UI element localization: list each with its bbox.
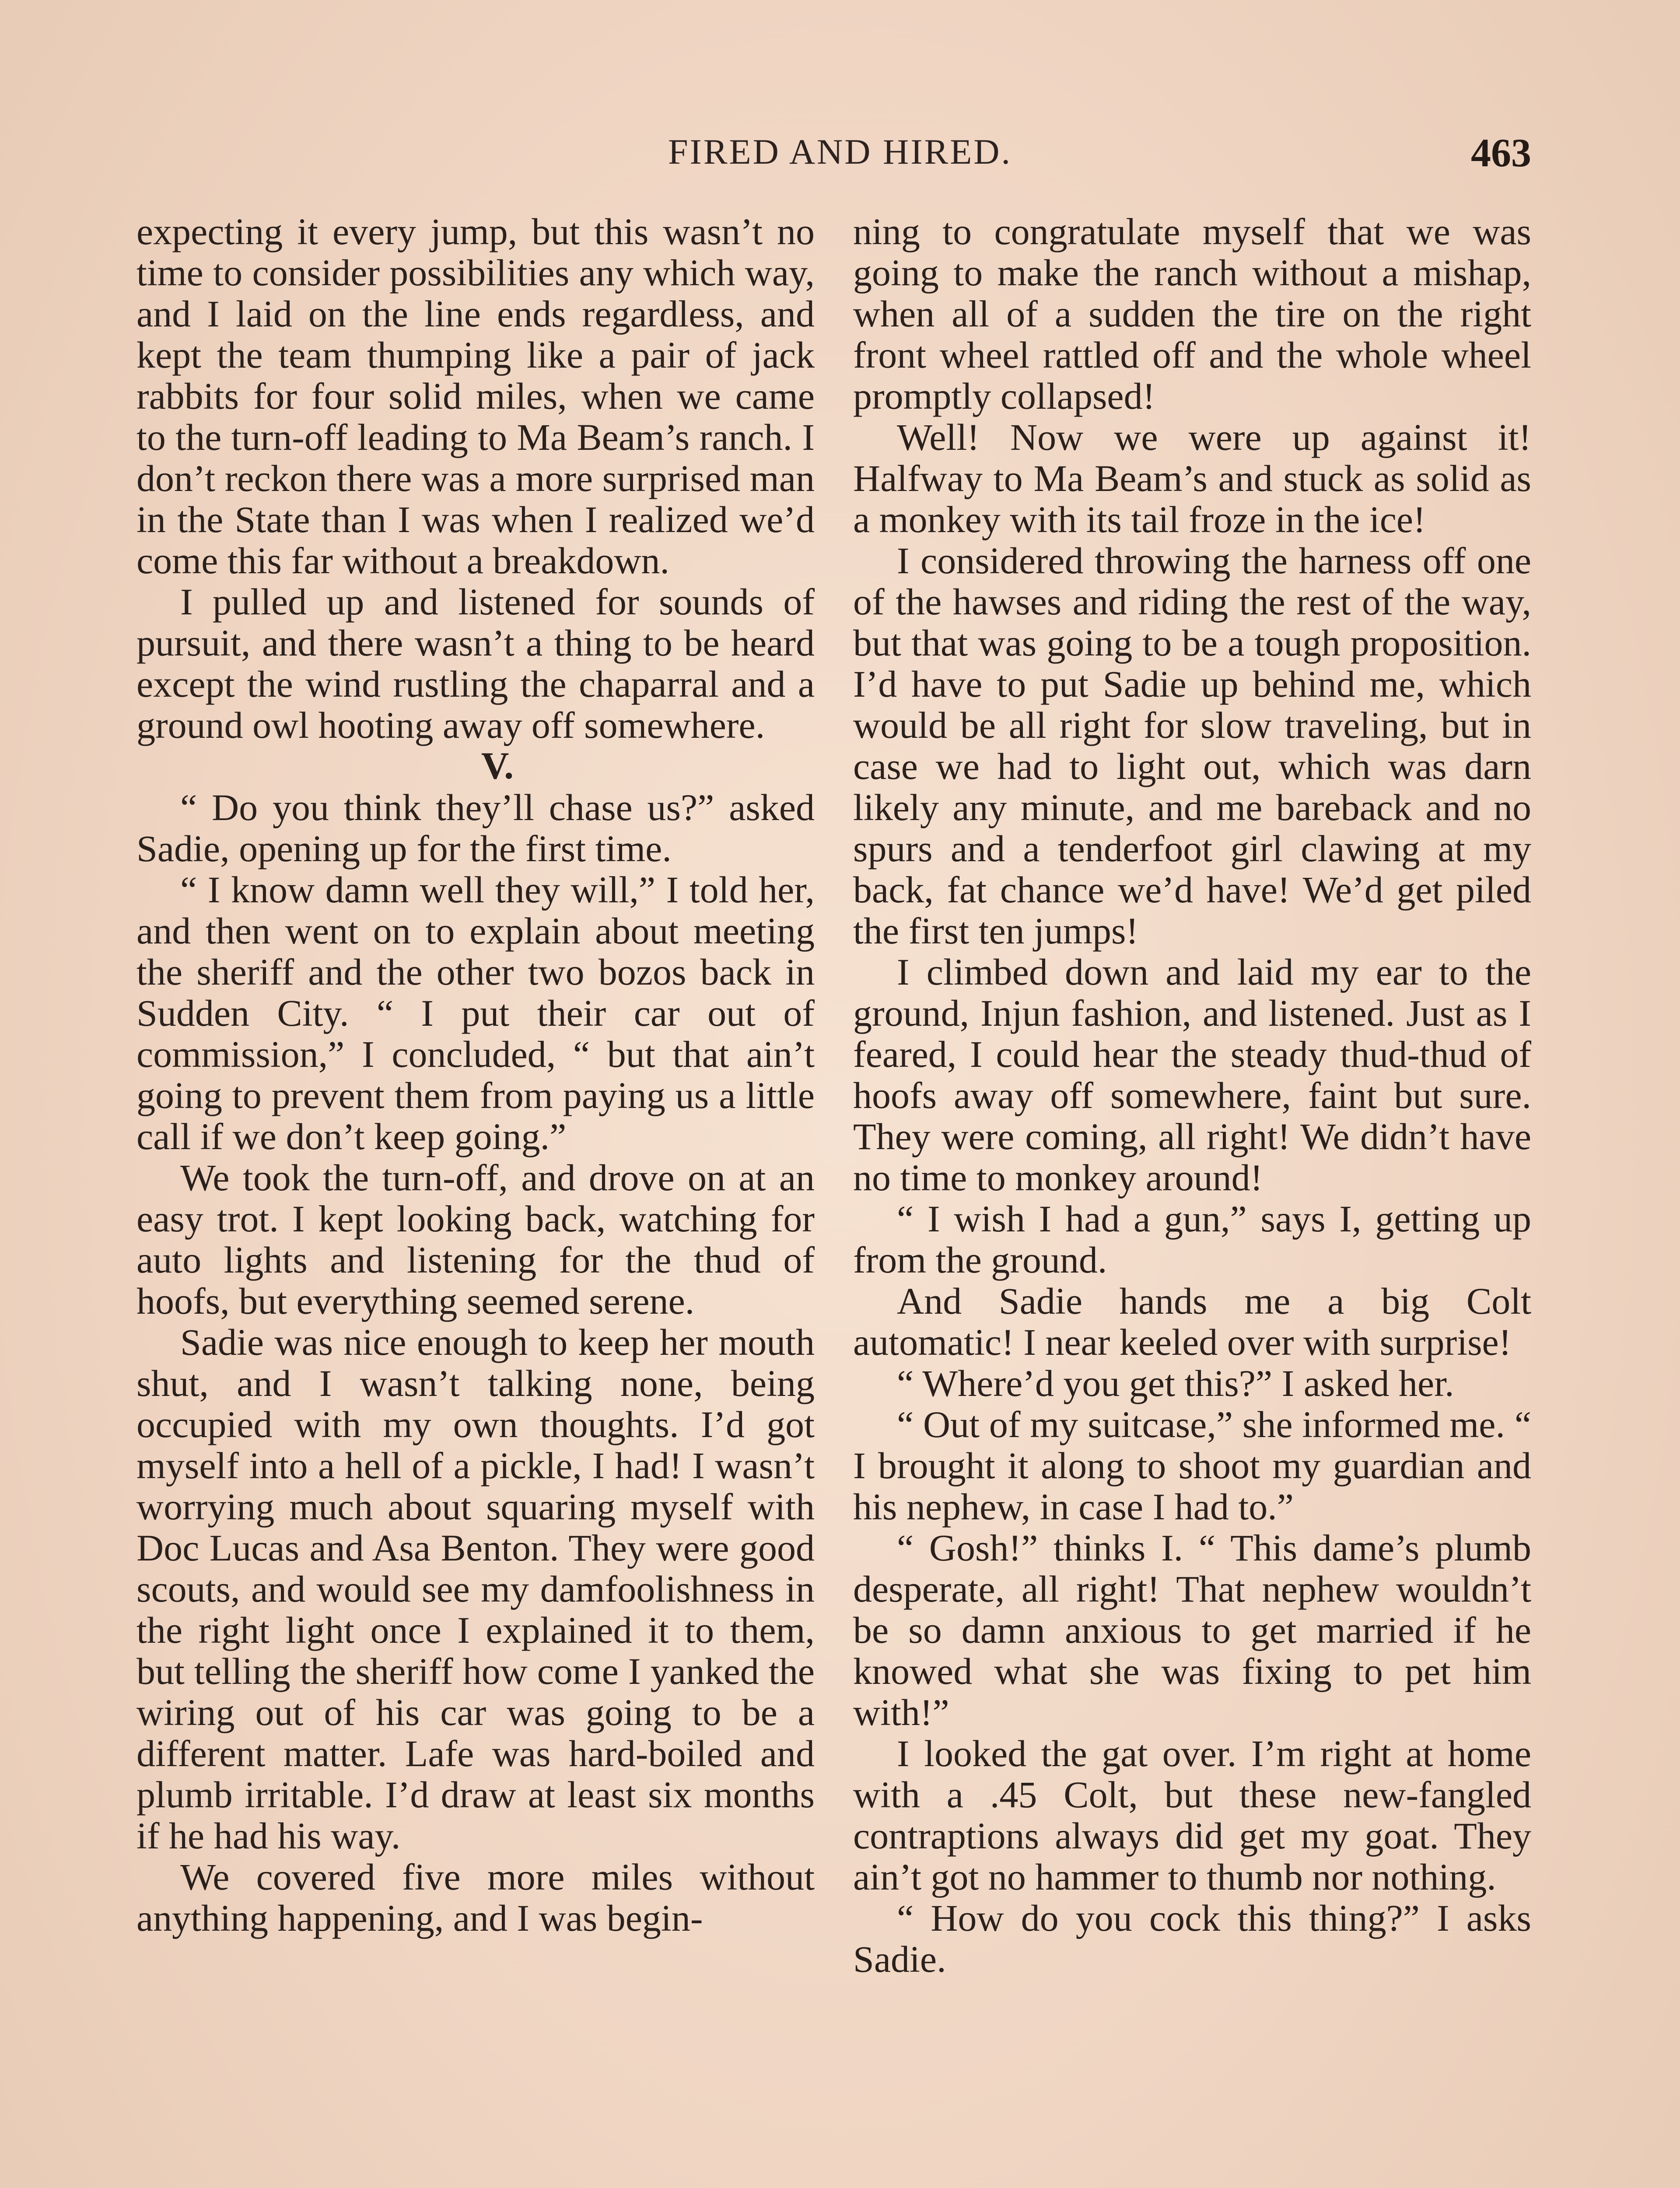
- paragraph: Sadie was nice enough to keep her mouth shut, and I wasn’t talking none, being occupied with my own thoughts. I’d got myself into a hell of a pickle, I had! I wasn’t worrying much about squaring myself with Doc Lucas and Asa Benton. They were good scouts, and would see my damfoolishness in the right light once I explained it to them, but telling the sheriff how come I yanked the wiring out of his car was going to be a different matter. Lafe was hard-boiled and plumb irritable. I’d draw at least six months if he had his way.: [136, 1321, 815, 1857]
- paragraph: “ How do you cock this thing?” I asks Sadie.: [853, 1897, 1531, 1980]
- paragraph: ning to congratulate myself that we was going to make the ranch without a mishap, when all of a sudden the tire on the right front wheel rattled off and the whole wheel promptly collapsed!: [853, 210, 1531, 417]
- paragraph: We took the turn-off, and drove on at an easy trot. I kept looking back, watching for auto lights and listening for the thud of hoofs, but everything seemed serene.: [136, 1157, 815, 1322]
- paragraph: I climbed down and laid my ear to the ground, Injun fashion, and listened. Just as I feared, I could hear the steady thud-thud of hoofs away off somewhere, faint but sure. They were coming, all right! We didn’t have no time to monkey around!: [853, 951, 1531, 1199]
- section-heading: V.: [481, 745, 514, 787]
- paragraph: I looked the gat over. I’m right at home with a .45 Colt, but these new-fangled contraptions always did get my goat. They ain’t got no hammer to thumb nor nothing.: [853, 1732, 1531, 1898]
- paragraph: We covered five more miles without anything happening, and I was begin-: [136, 1856, 815, 1939]
- paragraph: “ Gosh!” thinks I. “ This dame’s plumb desperate, all right! That nephew wouldn’t be so damn anxious to get married if he knowed what she was fixing to pet him with!”: [853, 1527, 1531, 1733]
- paragraph: expecting it every jump, but this wasn’t no time to consider possibilities any which way, and I laid on the line ends regardless, and kept the team thumping like a pair of jack rabbits for four solid miles, when we came to the turn-off leading to Ma Beam’s ranch. I don’t reckon there was a more surprised man in the State than I was when I realized we’d come this far without a breakdown.: [136, 210, 815, 582]
- paragraph: I pulled up and listened for sounds of pursuit, and there wasn’t a thing to be heard except the wind rustling the chaparral and a ground owl hooting away off somewhere.: [136, 581, 815, 746]
- paragraph: “ I know damn well they will,” I told her, and then went on to explain about meeting the sheriff and the other two bozos back in Sudden City. “ I put their car out of commission,” I concluded, “ but that ain’t going to prevent them from paying us a little call if we don’t keep going.”: [136, 869, 815, 1157]
- running-title: FIRED AND HIRED.: [668, 132, 1012, 172]
- paragraph: “ Do you think they’ll chase us?” asked Sadie, opening up for the first time.: [136, 786, 815, 870]
- page-number: 463: [1471, 130, 1531, 175]
- paragraph: “ Out of my suitcase,” she informed me. “ I brought it along to shoot my guardian and his nephew, in case I had to.”: [853, 1403, 1531, 1528]
- paragraph: And Sadie hands me a big Colt automatic! I near keeled over with surprise!: [853, 1280, 1531, 1363]
- paragraph: “ I wish I had a gun,” says I, getting up from the ground.: [853, 1198, 1531, 1281]
- paragraph: Well! Now we were up against it! Halfway to Ma Beam’s and stuck as solid as a monkey with its tail froze in the ice!: [853, 416, 1531, 540]
- left-column: [136, 211, 815, 1939]
- paragraph: “ Where’d you get this?” I asked her.: [897, 1362, 1454, 1404]
- right-column: [853, 211, 1531, 1980]
- paragraph: I considered throwing the harness off one of the hawses and riding the rest of the way, but that was going to be a tough proposition. I’d have to put Sadie up behind me, which would be all right for slow traveling, but in case we had to light out, which was darn likely any minute, and me bareback and no spurs and a tenderfoot girl clawing at my back, fat chance we’d have! We’d get piled the first ten jumps!: [853, 540, 1531, 952]
